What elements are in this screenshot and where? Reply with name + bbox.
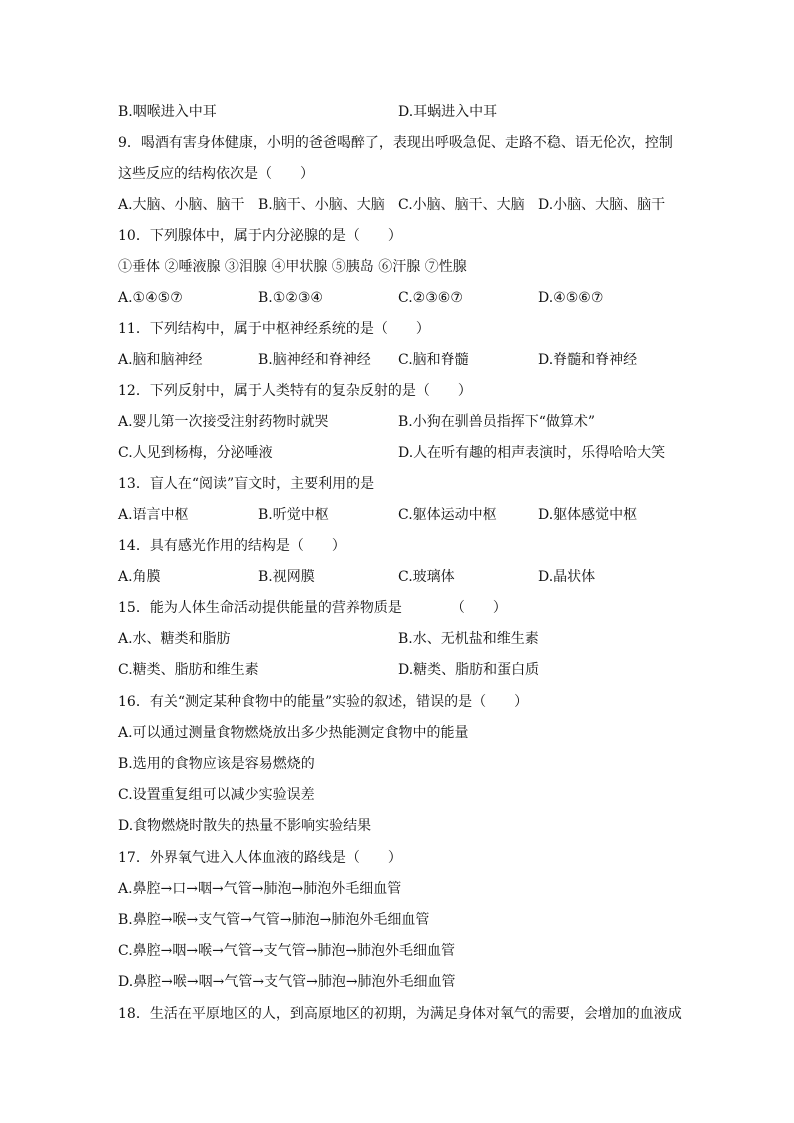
answer-option: C.②③⑥⑦	[398, 290, 463, 306]
answer-option: C.小脑、脑干、大脑	[398, 197, 525, 213]
answer-option: A.婴儿第一次接受注射药物时就哭	[118, 414, 329, 430]
answer-option: C.脑和脊髓	[398, 352, 469, 368]
answer-option: B.视网膜	[258, 569, 315, 585]
answer-option: C.设置重复组可以减少实验误差	[118, 787, 315, 803]
question-text: 12．下列反射中，属于人类特有的复杂反射的是（ ）	[118, 383, 472, 399]
answer-option: B.脑神经和脊神经	[258, 352, 371, 368]
answer-option: C.糖类、脂肪和维生素	[118, 662, 259, 678]
question-text: 14．具有感光作用的结构是（ ）	[118, 538, 346, 554]
answer-option: D.晶状体	[538, 569, 596, 585]
answer-option: B.脑干、小脑、大脑	[258, 197, 385, 213]
answer-option: A.①④⑤⑦	[118, 290, 183, 306]
answer-option: A.大脑、小脑、脑干	[118, 197, 245, 213]
answer-option: D.脊髓和脊神经	[538, 352, 638, 368]
answer-option: A.语言中枢	[118, 507, 189, 523]
question-text: 15．能为人体生命活动提供能量的营养物质是 （ ）	[118, 600, 507, 616]
answer-option: B.鼻腔→喉→支气管→气管→肺泡→肺泡外毛细血管	[118, 912, 430, 928]
answer-option: D.躯体感觉中枢	[538, 507, 638, 523]
answer-option: D.食物燃烧时散失的热量不影响实验结果	[118, 818, 372, 834]
answer-option: C.鼻腔→咽→喉→气管→支气管→肺泡→肺泡外毛细血管	[118, 943, 456, 959]
answer-option: D.耳蜗进入中耳	[398, 104, 498, 120]
question-text: 10．下列腺体中，属于内分泌腺的是（ ）	[118, 228, 402, 244]
answer-option: D.人在听有趣的相声表演时，乐得哈哈大笑	[398, 445, 666, 461]
answer-option: C.躯体运动中枢	[398, 507, 497, 523]
question-text: ①垂体 ②唾液腺 ③泪腺 ④甲状腺 ⑤胰岛 ⑥汗腺 ⑦性腺	[118, 259, 467, 275]
question-text: 这些反应的结构依次是（ ）	[118, 166, 314, 182]
answer-option: A.角膜	[118, 569, 161, 585]
question-text: 17．外界氧气进入人体血液的路线是（ ）	[118, 850, 402, 866]
question-text: 11．下列结构中，属于中枢神经系统的是（ ）	[118, 321, 430, 337]
answer-option: A.水、糖类和脂肪	[118, 631, 231, 647]
answer-option: A.可以通过测量食物燃烧放出多少热能测定食物中的能量	[118, 725, 469, 741]
question-text: 18．生活在平原地区的人，到高原地区的初期，为满足身体对氧气的需要，会增加的血液成	[118, 1006, 682, 1022]
question-text: 16．有关“测定某种食物中的能量”实验的叙述，错误的是（ ）	[118, 694, 529, 710]
answer-option: B.选用的食物应该是容易燃烧的	[118, 756, 315, 772]
answer-option: B.听觉中枢	[258, 507, 329, 523]
question-text: 13．盲人在“阅读”盲文时，主要利用的是	[118, 476, 375, 492]
answer-option: A.脑和脑神经	[118, 352, 203, 368]
answer-option: D.糖类、脂肪和蛋白质	[398, 662, 540, 678]
answer-option: D.鼻腔→喉→咽→气管→支气管→肺泡→肺泡外毛细血管	[118, 974, 456, 990]
answer-option: C.人见到杨梅，分泌唾液	[118, 445, 273, 461]
answer-option: D.小脑、大脑、脑干	[538, 197, 666, 213]
answer-option: B.咽喉进入中耳	[118, 104, 217, 120]
answer-option: B.小狗在驯兽员指挥下“做算术”	[398, 414, 596, 430]
answer-option: C.玻璃体	[398, 569, 455, 585]
answer-option: B.水、无机盐和维生素	[398, 631, 539, 647]
question-text: 9．喝酒有害身体健康，小明的爸爸喝醉了，表现出呼吸急促、走路不稳、语无伦次，控制	[118, 135, 673, 151]
answer-option: D.④⑤⑥⑦	[538, 290, 604, 306]
answer-option: B.①②③④	[258, 290, 323, 306]
answer-option: A.鼻腔→口→咽→气管→肺泡→肺泡外毛细血管	[118, 881, 402, 897]
